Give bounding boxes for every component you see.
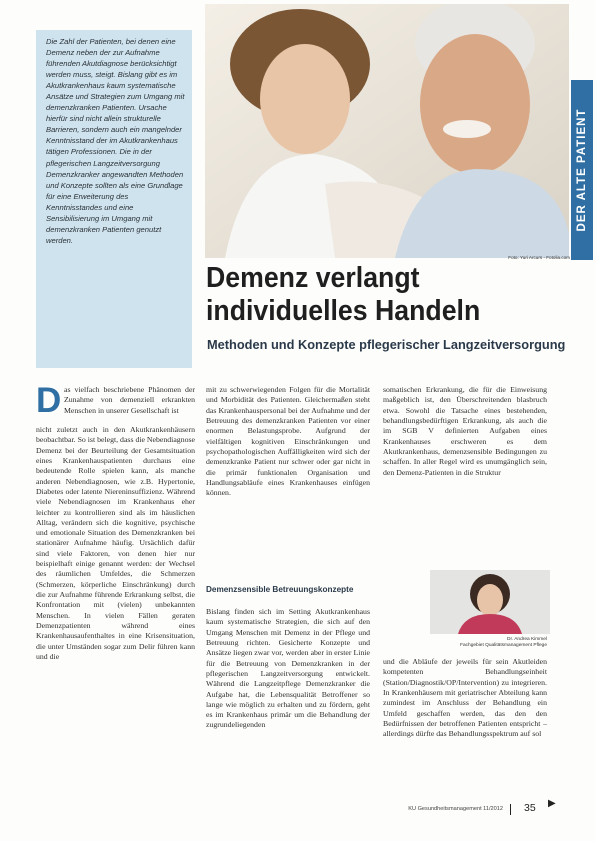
drop-cap: D [36, 381, 62, 420]
author-role: Fachgebiet Qualitätsmanagement Pflege [460, 643, 547, 649]
intro-text: Die Zahl der Patienten, bei denen eine Demenz neben der zur Aufnahme führenden Akutdiagnose berücksichtigt werden muss, steigt. Bislang gibt es im Akutkrankenhaus kaum systematische Ansätze und Strategien zum Umgang mit demenzkranken Patienten. Ursache hierfür sind nicht allein strukturelle Barrieren, sondern auch ein mangelnder Kenntnisstand der im Akutkrankenhaus tätigen Professionen. Die in der pflegerischen Langzeitversorgung Demenzkranker angewandten Methoden und Konzepte sollten als eine Grundlage für eine Erweiterung des Kenntnisstandes und eine Sensibilisierung im Umgang mit demenzkranken Patienten genutzt werden. [46, 37, 185, 245]
body-col3-top: somatischen Erkrankung, die für die Einweisung maßgeblich ist, den Überschreitenden blasbruch etwa. Sowohl die Tatsache eines bestehenden, behandlungsbedürftigen Erkrankung, als auch die im SGB V definierten Aufgaben eines Krankenhauses erschweren es dem Akutkrankenhaus, demenzsensible Bedingungen zu schaffen. In aller Regel wird es unumgänglich sein, den Demenz-Patienten in die Struktur [383, 385, 547, 477]
author-portrait [430, 570, 550, 634]
photo-credit: Foto: Yuri Arcurs - Fotolia.com [508, 255, 570, 260]
author-portrait-image [430, 570, 550, 634]
body-col3-bottom: und die Abläufe der jeweils für sein Akutleiden kompetenten Behandlungseinheit (Station/Diagnostik/OP/Intervention) zu integrieren. In Krankenhäusern mit geriatrischer Abteilung kann zumindest im Anschluss der Behandlung ein Umfeld geschaffen werden, das den den Bedürfnissen der betroffenen Patienten entspricht – allerdings dürfte das Behandlungsspektrum auf sol [383, 657, 547, 739]
footer-journal: KU Gesundheitsmanagement 11/2012 [408, 806, 503, 812]
body-col1-rest: nicht zuletzt auch in den Akutkrankenhäusern beobachtbar. So ist belegt, dass die Nebendiagnose Demenz bei der Beurteilung der Gesamtsituation eines Krankenhauspatienten durchaus eine bedeutende Rolle spielen kann, als manche anderen Nebendiagnosen, wie z.B. Hypertonie, Diabetes oder latente Niereninsuffizienz. Während viele Nebendiagnosen im Krankenhaus eher leichter zu kontrollieren sind als im häuslichen Alltag, verändern sich die kognitive, psychische und emotionale Situation des Demenzkranken bei stationärer Aufnahme häufig. Ursächlich dafür sind viele Faktoren, von denen hier nur beispielhaft einige genannt werden: der Wechsel des räumlichen Umfeldes, die Schmerzen (Schmerzen, körperliche Einschränkung) durch die zur Aufnahme führende Erkrankung selbst, die Konfrontation mit (vielen) unbekannten Menschen. In vielen Fällen geraten Demenzpatienten während eines Krankenhausaufenthaltes in eine Krisensituation, die unter Umständen sogar zum Delir führen kann und die [36, 425, 195, 661]
body-col2-top: mit zu schwerwiegenden Folgen für die Mortalität und Morbidität des Patienten. Gleichermaßen steht das Krankenhauspersonal bei der Aufnahme und der Betreuung des demenzkranken Patienten vor einer enormen Belastungsprobe. Aufgrund der vielfältigen kognitiven Einschränkungen und psychopathologischen Auffälligkeiten wird sich der demenzkranke Patient nur schwer oder gar nicht in die primär funktionalen Organisation und Handlungsabläufe eines Krankenhauses einfügen können. [206, 385, 370, 498]
body-col2-bottom: Bislang finden sich im Setting Akutkrankenhaus kaum systematische Strategien, die sich auf den Umgang Menschen mit Demenz in der Pflege und Betreuung richten. Gesicherte Konzepte und Ansätze liegen zwar vor, werden aber in erster Linie für die Betreuung von Demenzkranken in der pflegerischen Langzeitversorgung entwickelt. Während die Langzeitpflege Demenzkranker die Aufgabe hat, die Lebensqualität Betroffener so lange wie möglich zu erhalten und zu fördern, geht es im Krankenhaus primär um die Behandlung der zugrundeliegenden [206, 607, 370, 730]
section-tab-label: DER ALTE PATIENT [576, 108, 588, 232]
hero-photo [205, 4, 569, 258]
section-heading: Demenzsensible Betreuungskonzepte [206, 585, 354, 594]
article-subheadline: Methoden und Konzepte pflegerischer Langzeitversorgung [207, 337, 566, 352]
body-col1-start: as vielfach beschriebene Phänomen der Zunahme von demenziell erkrankten Menschen in unserer Gesellschaft ist [64, 385, 195, 415]
hero-photo-image [205, 4, 569, 258]
article-headline: Demenz verlangt individuelles Handeln [206, 262, 481, 327]
page-number: 35 [524, 802, 536, 814]
footer-divider [510, 804, 511, 815]
author-caption [383, 637, 547, 649]
author-name: Dr. Andrea Kimmel [507, 637, 547, 642]
continue-arrow: ▶ [548, 798, 556, 809]
section-tab [571, 80, 593, 260]
